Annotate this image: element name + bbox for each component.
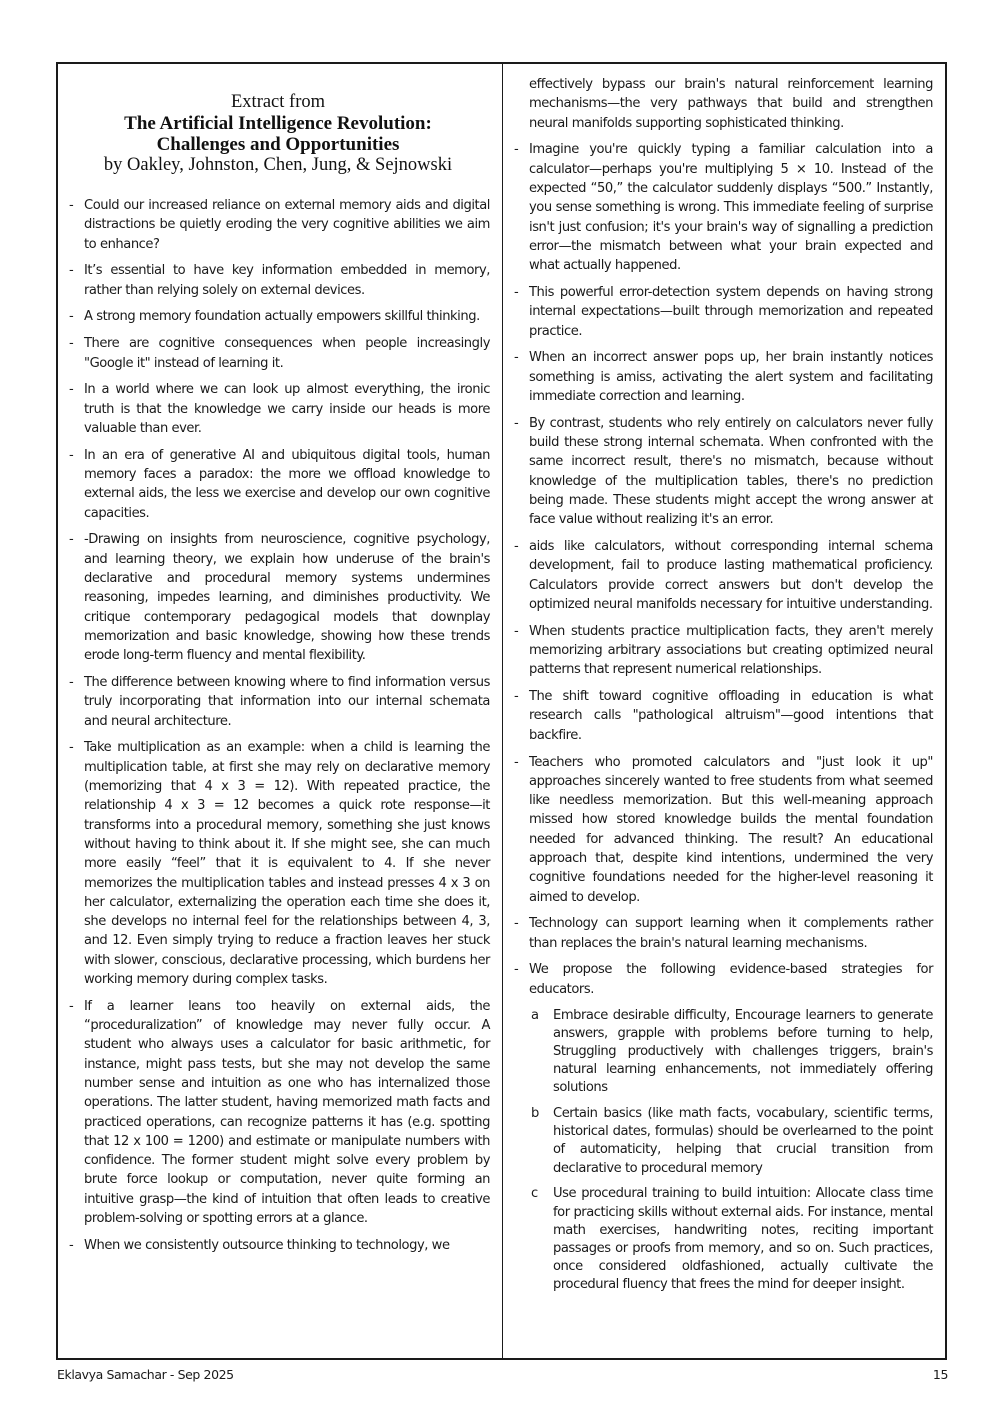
right-bullet-list xyxy=(511,140,933,999)
list-item-text: In a world where we can look up almost everything, the ironic truth is that the knowledge we carry inside our heads is more valuable than ever. xyxy=(84,382,490,436)
page-number: 15 xyxy=(932,1367,948,1382)
list-item-text: If a learner leans too heavily on external aids, the “proceduralization” of knowledge may never fully occur. A student who always uses a calculator for basic arithmetic, for instance, might pass tests, but she may not develop the same number sense and intuition as one who has internalized those operations. The latter student, having memorized math facts and practiced operations, can recognize patterns it has (e.g. spotting that 12 x 100 = 1200) and estimate or manipulate numbers with confidence. The former student might solve every problem by brute force lookup or computation, never quite forming an intuitive grasp—the kind of intuition that often leads to creative problem-solving or spotting errors at a glance. xyxy=(84,998,490,1227)
list-item-text: There are cognitive consequences when people increasingly "Google it" instead of learning it. xyxy=(84,336,490,371)
book-title-line2: Challenges and Opportunities xyxy=(156,134,400,155)
dash-marker: - xyxy=(69,263,74,279)
dash-marker: - xyxy=(69,336,74,352)
list-item xyxy=(66,673,490,731)
list-item-text: Take multiplication as an example: when a child is learning the multiplication table, at first she may rely on declarative memory (memorizing that 4 x 3 = 12). With repeated practice, the relationship 4 x 3 = 12 becomes a quick rote response—it transforms into a procedural memory, something she just knows without having to think about it. If she might see, she can much more easily “feel” that it is equivalent to 4. If she never memorizes the multiplication tables and instead presses 4 x 3 on her calculator, externalizing the operation each time she does it, she develops no internal feel for the relationships between 4, 3, and 12. Even simply trying to reduce a fraction leaves her stuck with slower, conscious, declarative processing, which burdens her working memory during complex tasks. xyxy=(84,740,490,987)
list-item xyxy=(66,380,490,438)
dash-marker: - xyxy=(69,532,74,548)
strategy-letter: a xyxy=(531,1007,539,1023)
dash-marker: - xyxy=(69,382,74,398)
list-item-text: In an era of generative AI and ubiquitous digital tools, human memory faces a paradox: the more we offload knowledge to external aids, the less we exercise and develop our own cognitive capacities. xyxy=(84,447,490,521)
list-item xyxy=(511,283,933,341)
article-box xyxy=(56,62,947,1360)
list-item-text: aids like calculators, without corresponding internal schema development, fail to produce lasting mathematical proficiency. Calculators provide correct answers but don't develop the optimized neural manifolds necessary for intuitive understanding. xyxy=(529,539,933,612)
dash-marker: - xyxy=(69,740,74,756)
strategy-item xyxy=(511,1105,933,1178)
publication-name: Eklavya Samachar - Sep 2025 xyxy=(57,1367,234,1382)
dash-marker: - xyxy=(514,916,519,932)
list-item-text: When students practice multiplication facts, they aren't merely memorizing arbitrary associations but creating optimized neural patterns that represent numerical relationships. xyxy=(529,623,933,678)
dash-marker: - xyxy=(69,998,74,1014)
list-item xyxy=(66,738,490,989)
strategy-item xyxy=(511,1185,933,1294)
list-item-text: When we consistently outsource thinking to technology, we xyxy=(84,1237,450,1253)
list-item xyxy=(511,753,933,907)
dash-marker: - xyxy=(514,623,519,639)
continued-paragraph: effectively bypass our brain's natural reinforcement learning mechanisms—the very pathways that build and strengthen neural manifolds supporting sophisticated thinking. xyxy=(529,77,933,131)
list-item xyxy=(511,914,933,953)
list-item-text: It’s essential to have key information embedded in memory, rather than relying solely on external devices. xyxy=(84,263,490,298)
list-item xyxy=(66,196,490,254)
list-item xyxy=(66,530,490,665)
dash-marker: - xyxy=(514,350,519,366)
strategy-letter: b xyxy=(531,1106,539,1122)
dash-marker: - xyxy=(514,142,519,158)
dash-marker: - xyxy=(69,309,74,325)
right-column xyxy=(503,64,947,1358)
dash-marker: - xyxy=(69,447,74,463)
extract-label: Extract from xyxy=(231,92,325,112)
dash-marker: - xyxy=(514,754,519,770)
list-item xyxy=(511,348,933,406)
list-item xyxy=(66,997,490,1229)
list-item-text: Imagine you're quickly typing a familiar calculation into a calculator—perhaps you're multiplying 5 × 10. Instead of the expected “50,” the calculator suddenly displays “500.” Instantly, you sense something is wrong. This immediate feeling of surprise isn't just confusion; it's your brain's way of signalling a prediction error—the mismatch between what your brain expected and what actually happened. xyxy=(529,142,933,274)
left-bullet-list xyxy=(66,196,490,1255)
list-item-text: The shift toward cognitive offloading in education is what research calls "pathological altruism"—good intentions that backfire. xyxy=(529,689,933,743)
list-item-text: By contrast, students who rely entirely on calculators never fully build these strong internal schemata. When confronted with the same incorrect result, there's no mismatch, because without knowledge of the multiplication tables, there's no prediction being made. These students might accept the wrong answer at face value without realizing it's an error. xyxy=(529,415,933,528)
list-item xyxy=(66,334,490,373)
list-item xyxy=(66,1236,490,1255)
list-item xyxy=(511,140,933,275)
dash-marker: - xyxy=(514,284,519,300)
strategy-text: Use procedural training to build intuition: Allocate class time for practicing skills without external aids. For instance, mental math exercises, handwriting notes, reciting important passages or proofs from memory, and so on. Such practices, once considered oldfashioned, actually cultivate the procedural fluency that frees the mind for deeper insight. xyxy=(553,1186,933,1293)
list-item-text: When an incorrect answer pops up, her brain instantly notices something is amiss, activating the alert system and facilitating immediate correction and learning. xyxy=(529,350,933,404)
strategy-text: Embrace desirable difficulty, Encourage learners to generate answers, grapple with problems before turning to help, Struggling productively with challenges triggers, brain's natural learning enhancements, not immediately offering solutions xyxy=(553,1007,933,1096)
list-item xyxy=(511,414,933,530)
list-item-text: A strong memory foundation actually empowers skillful thinking. xyxy=(84,309,480,325)
list-item-text: This powerful error-detection system depends on having strong internal expectations—built through memorization and repeated practice. xyxy=(529,284,933,339)
dash-marker: - xyxy=(514,539,519,555)
list-item xyxy=(511,537,933,614)
book-title-line1: The Artificial Intelligence Revolution: xyxy=(124,113,432,134)
list-item xyxy=(511,960,933,999)
list-item xyxy=(511,622,933,680)
list-item-text: Technology can support learning when it complements rather than replaces the brain's natural learning mechanisms. xyxy=(529,916,933,951)
dash-marker: - xyxy=(514,415,519,431)
title-block xyxy=(66,92,490,176)
list-item-text: -Drawing on insights from neuroscience, cognitive psychology, and learning theory, we explain how underuse of the brain's declarative and procedural memory systems undermines reasoning, impedes learning, and diminishes productivity. We critique contemporary pedagogical models that downplay memorization and basic knowledge, showing how these trends erode long-term fluency and mental flexibility. xyxy=(84,532,490,664)
list-item xyxy=(66,307,490,326)
dash-marker: - xyxy=(514,689,519,705)
strategies-list xyxy=(511,1007,933,1295)
list-item-text: Teachers who promoted calculators and "just look it up" approaches sincerely wanted to free students from what seemed like needless memorization. But this well-meaning approach missed how stored knowledge builds the mental foundation needed for advanced thinking. The result? An educational approach that, despite kind intentions, undermined the very cognitive foundations needed for the higher-level reasoning it aimed to develop. xyxy=(529,754,933,905)
dash-marker: - xyxy=(69,675,74,691)
list-item xyxy=(66,446,490,523)
authors: by Oakley, Johnston, Chen, Jung, & Sejnowski xyxy=(103,155,453,175)
left-column xyxy=(58,64,502,1358)
strategy-item xyxy=(511,1007,933,1098)
list-item-text: We propose the following evidence-based strategies for educators. xyxy=(529,962,933,997)
dash-marker: - xyxy=(69,198,74,213)
dash-marker: - xyxy=(69,1237,74,1253)
strategy-letter: c xyxy=(531,1186,538,1202)
list-item-text: Could our increased reliance on external memory aids and digital distractions be quietly eroding the very cognitive abilities we aim to enhance? xyxy=(84,198,490,252)
list-item-text: The difference between knowing where to find information versus truly incorporating that information into our internal schemata and neural architecture. xyxy=(84,675,490,729)
strategy-text: Certain basics (like math facts, vocabulary, scientific terms, historical dates, formulas) should be overlearned to the point of automaticity, helping that crucial transition from declarative to procedural memory xyxy=(553,1106,933,1176)
list-item xyxy=(511,687,933,745)
list-item xyxy=(66,261,490,300)
dash-marker: - xyxy=(514,962,519,978)
